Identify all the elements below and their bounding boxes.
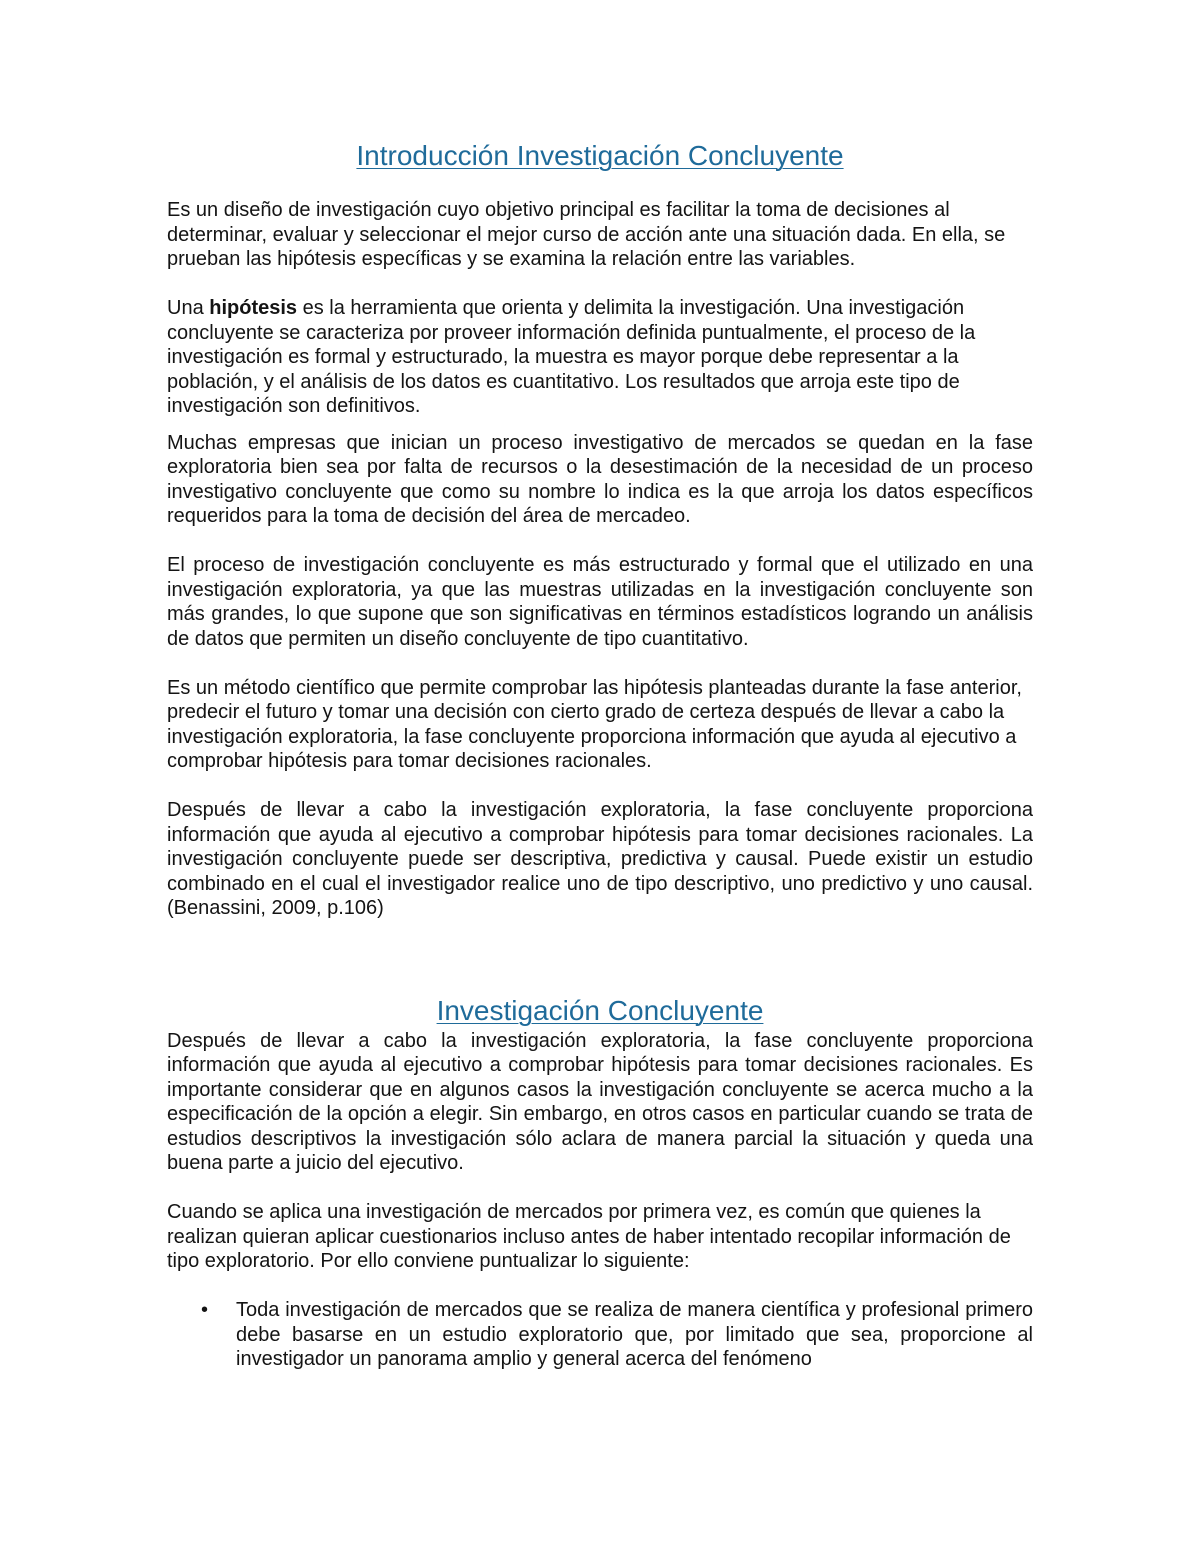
paragraph-intro-1: Es un diseño de investigación cuyo objetivo principal es facilitar la toma de decisiones al determinar, evaluar y seleccionar el mejor curso de acción ante una situación dada. En ella, se prueban las hipótesis específicas y se examina la relación entre las variables. xyxy=(167,199,1006,270)
bullet-list-item-text: Toda investigación de mercados que se realiza de manera científica y profesional primero debe basarse en un estudio exploratorio que, por limitado que sea, proporcione al investigador un panorama amplio y general acerca del fenómeno xyxy=(236,1299,1033,1370)
bullet-list-item xyxy=(167,1298,1033,1372)
paragraph-section2-2: Cuando se aplica una investigación de mercados por primera vez, es común que quienes la realizan quieran aplicar cuestionarios incluso antes de haber intentado recopilar información de tipo exploratorio. Por ello conviene puntualizar lo siguiente: xyxy=(167,1201,1011,1272)
document-body xyxy=(167,138,1033,1372)
paragraph-intro-6: Después de llevar a cabo la investigación exploratoria, la fase concluyente proporciona información que ayuda al ejecutivo a comprobar hipótesis para tomar decisiones racionales. La investigación concluyente puede ser descriptiva, predictiva y causal. Puede existir un estudio combinado en el cual el investigador realice uno de tipo descriptivo, uno predictivo y uno causal. (Benassini, 2009, p.106) xyxy=(167,799,1033,919)
paragraph-section2-1: Después de llevar a cabo la investigación exploratoria, la fase concluyente proporciona información que ayuda al ejecutivo a comprobar hipótesis para tomar decisiones racionales. Es importante considerar que en algunos casos la investigación concluyente se acerca mucho a la especificación de la opción a elegir. Sin embargo, en otros casos en particular cuando se trata de estudios descriptivos la investigación sólo aclara de manera parcial la situación y queda una buena parte a juicio del ejecutivo. xyxy=(167,1029,1033,1174)
paragraph-intro-4: El proceso de investigación concluyente es más estructurado y formal que el utilizado en una investigación exploratoria, ya que las muestras utilizadas en la investigación concluyente son más grandes, lo que supone que son significativas en términos estadísticos logrando un análisis de datos que permiten un diseño concluyente de tipo cuantitativo. xyxy=(167,554,1033,650)
bullet-list xyxy=(167,1298,1033,1372)
paragraph-intro-3: Muchas empresas que inician un proceso investigativo de mercados se quedan en la fase exploratoria bien sea por falta de recursos o la desestimación de la necesidad de un proceso investigativo concluyente que como su nombre lo indica es la que arroja los datos específicos requeridos para la toma de decisión del área de mercadeo. xyxy=(167,431,1033,527)
bold-term-hipotesis: hipótesis xyxy=(209,297,298,319)
paragraph-intro-2 xyxy=(167,296,1033,419)
bullet-icon: • xyxy=(201,1299,209,1321)
paragraph-intro-2-start: Una xyxy=(167,297,210,319)
heading-introduccion: Introducción Investigación Concluyente xyxy=(356,140,844,171)
paragraph-intro-5: Es un método científico que permite comprobar las hipótesis planteadas durante la fase anterior, predecir el futuro y tomar una decisión con cierto grado de certeza después de llevar a cabo la investigación exploratoria, la fase concluyente proporciona información que ayuda al ejecutivo a comprobar hipótesis para tomar decisiones racionales. xyxy=(167,676,1022,772)
heading-investigacion-concluyente: Investigación Concluyente xyxy=(436,994,764,1026)
paragraph-intro-2-rest: es la herramienta que orienta y delimita la investigación. Una investigación concluyente se caracteriza por proveer información definida puntualmente, el proceso de la investigación es formal y estructurado, la muestra es mayor porque debe representar a la población, y el análisis de los datos es cuantitativo. Los resultados que arroja este tipo de investigación son definitivos. xyxy=(167,297,976,417)
